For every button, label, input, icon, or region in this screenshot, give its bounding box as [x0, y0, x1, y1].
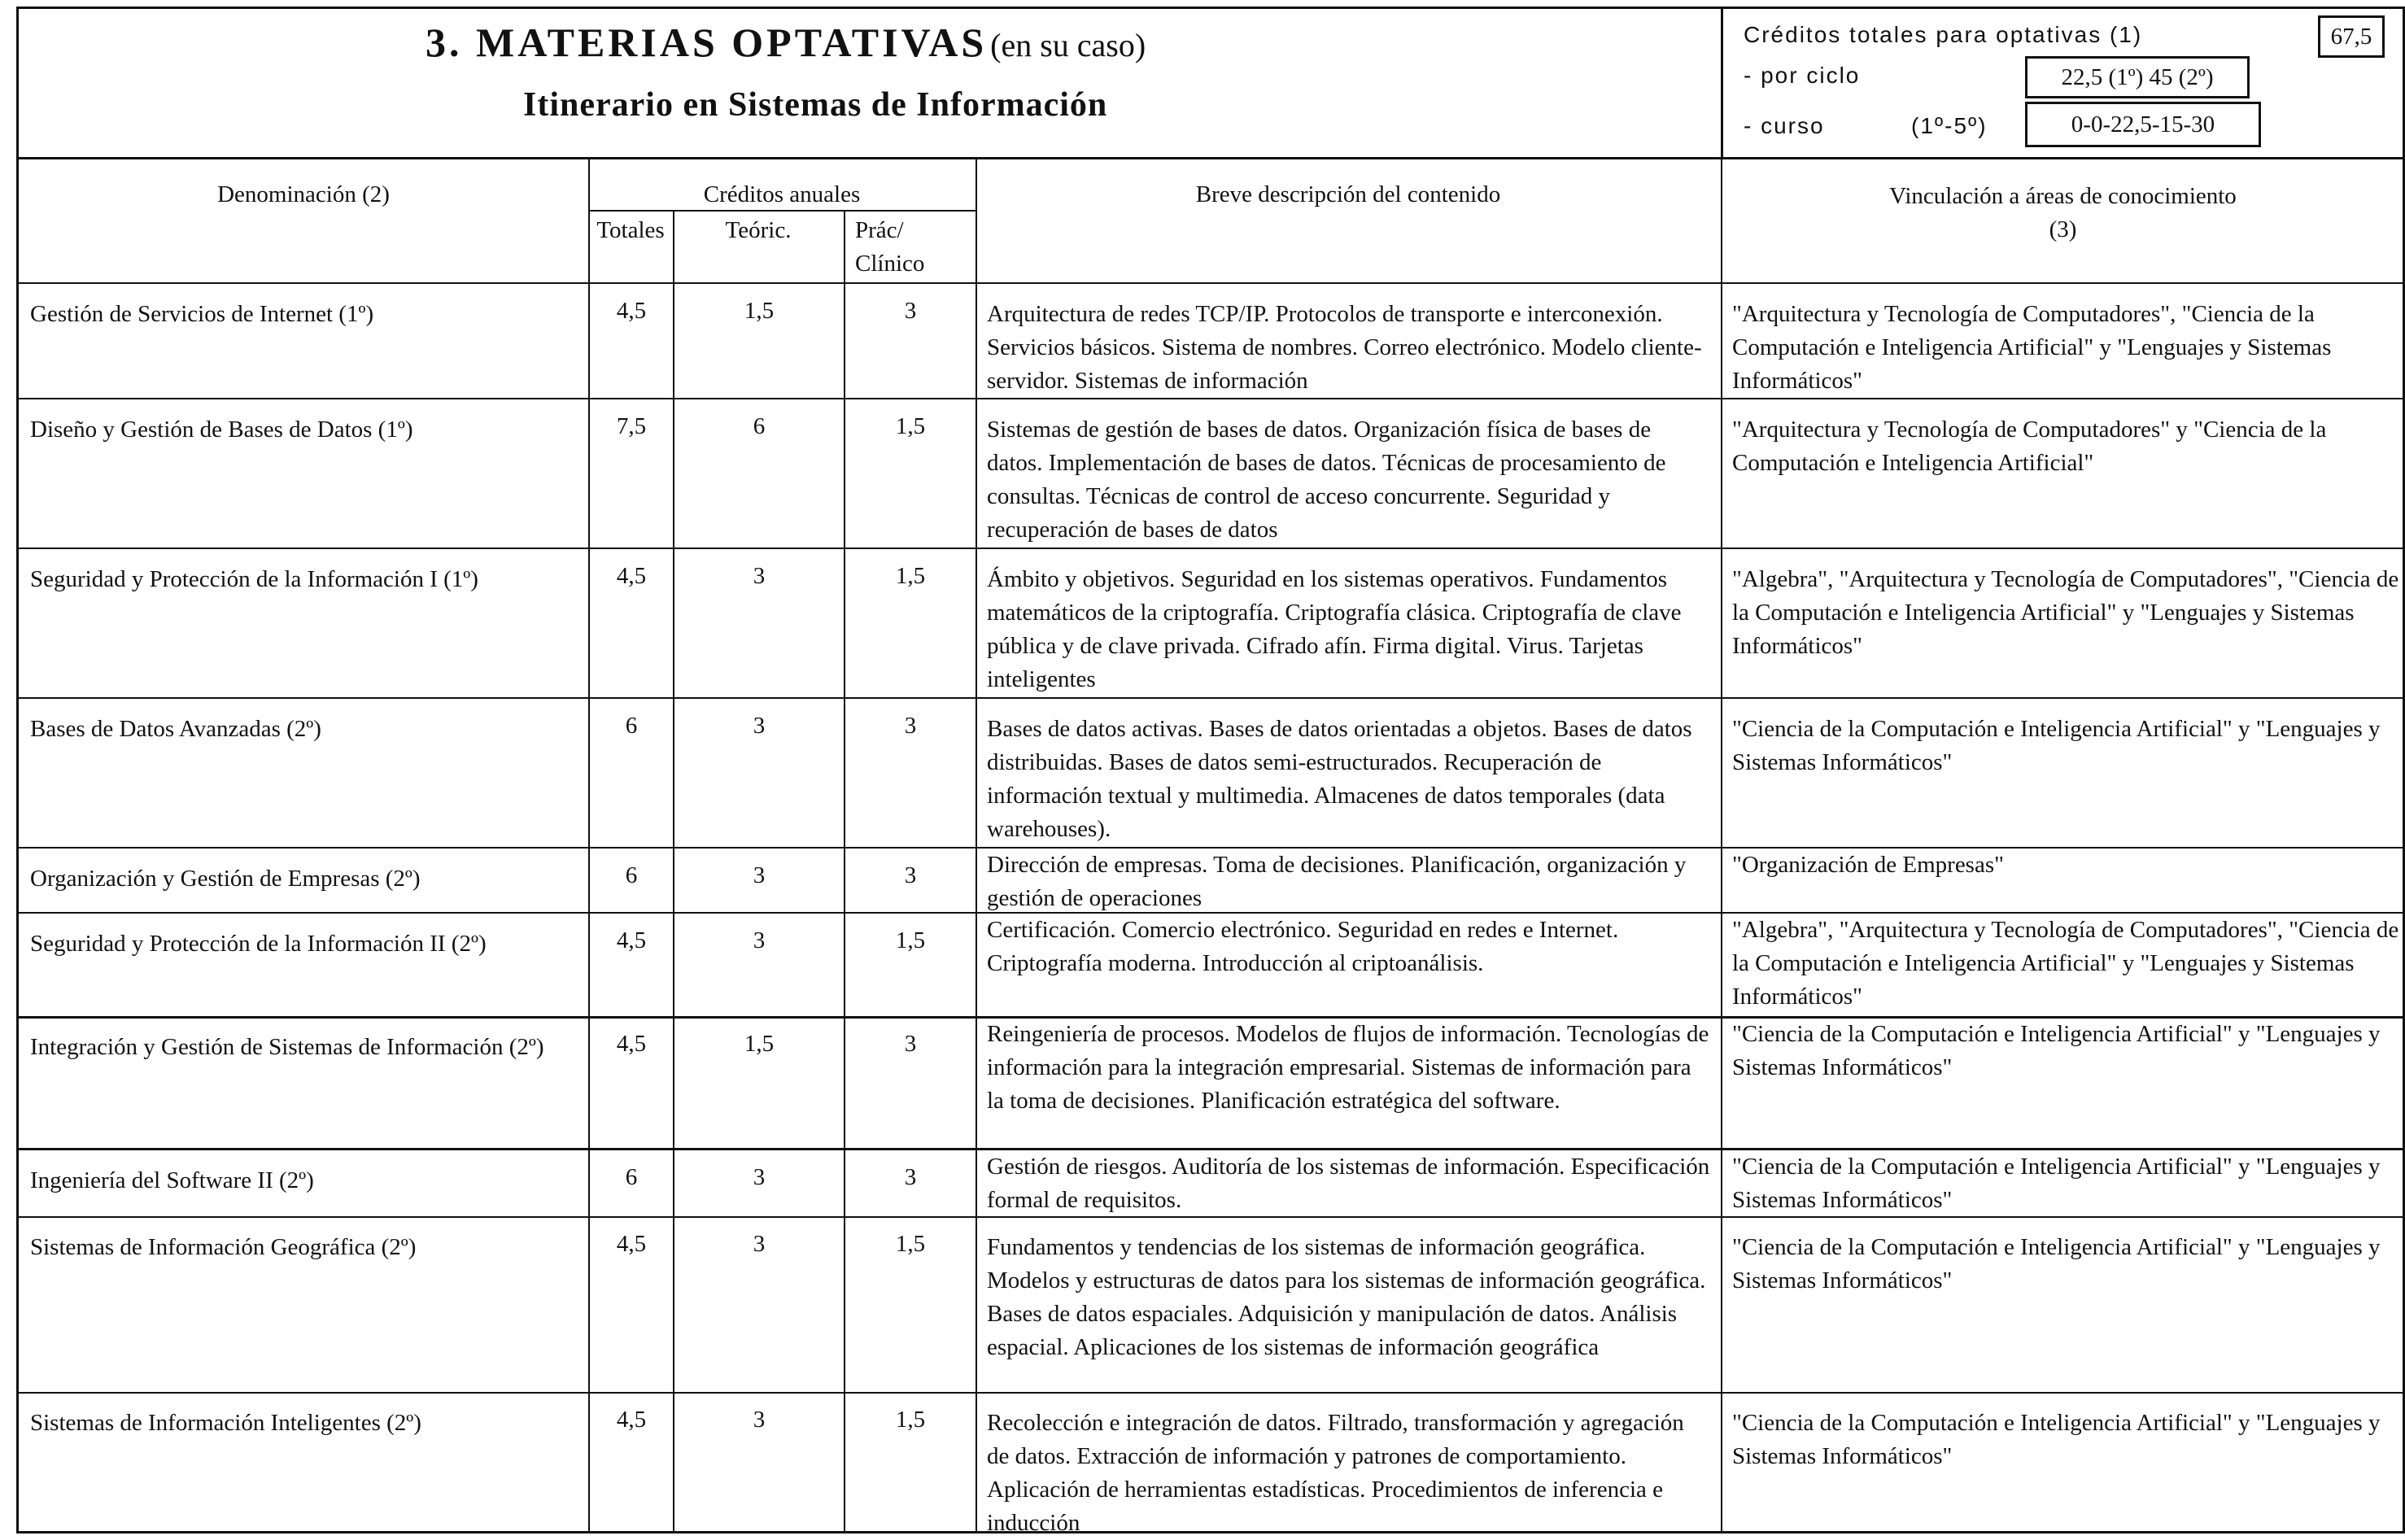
row-desc: Dirección de empresas. Toma de decisiones. Planificación, organización y gestión de operaciones [987, 852, 1687, 911]
row-name: Organización y Gestión de Empresas (2º) [30, 866, 421, 892]
row-teoric: 1,5 [744, 298, 775, 324]
col-line-4 [976, 157, 977, 1533]
row-rule [19, 697, 2405, 699]
row-prac: 1,5 [895, 1407, 926, 1433]
row-desc: Recolección e integración de datos. Filtrado, transformación y agregación de datos. Extracción de información y patrones de comportamiento. Aplicación de herramientas estadísticas. Procedimientos de inferencia e inducción [987, 1410, 1684, 1536]
col-header-teoric: Teóric. [725, 217, 792, 243]
row-name: Gestión de Servicios de Internet (1º) [30, 301, 374, 327]
row-name: Seguridad y Protección de la Información I (1º) [30, 566, 478, 592]
section-title-suffix: (en su caso) [990, 27, 1146, 63]
row-rule [19, 1392, 2405, 1394]
row-prac: 3 [904, 862, 917, 888]
credits-curso-label: - curso [1744, 113, 1825, 138]
row-rule [19, 548, 2405, 549]
header-bottom-rule [19, 157, 2405, 159]
row-name: Integración y Gestión de Sistemas de Información (2º) [30, 1034, 544, 1060]
row-prac: 3 [904, 713, 917, 739]
col-header-prac-line1: Prác/ [855, 217, 904, 243]
row-prac: 1,5 [895, 1231, 926, 1257]
col-header-prac-line2: Clínico [855, 251, 925, 277]
row-totales: 4,5 [616, 563, 647, 589]
row-teoric: 6 [753, 413, 766, 439]
row-teoric: 3 [753, 713, 766, 739]
col-header-denominacion: Denominación (2) [217, 181, 390, 207]
row-name: Sistemas de Información Geográfica (2º) [30, 1234, 417, 1260]
row-totales: 4,5 [616, 1231, 647, 1257]
row-areas: "Ciencia de la Computación e Inteligencia Artificial" y "Lenguajes y Sistemas Informáticos" [1732, 716, 2381, 775]
credits-curso-value: 0-0-22,5-15-30 [2025, 102, 2261, 147]
row-teoric: 3 [753, 927, 766, 953]
credits-total-value: 67,5 [2318, 15, 2385, 58]
col-header-vinculacion-line1: Vinculación a áreas de conocimiento [1889, 183, 2237, 209]
row-areas: "Organización de Empresas" [1732, 852, 2004, 878]
row-name: Diseño y Gestión de Bases de Datos (1º) [30, 417, 413, 443]
row-desc: Arquitectura de redes TCP/IP. Protocolos de transporte e interconexión. Servicios básicos. Sistema de nombres. Correo electrónico. Modelo cliente-servidor. Sistemas de información [987, 301, 1702, 394]
row-teoric: 3 [753, 1407, 766, 1433]
section-title [426, 19, 1727, 66]
section-subtitle: Itinerario en Sistemas de Información [523, 86, 1108, 124]
row-areas: "Ciencia de la Computación e Inteligencia Artificial" y "Lenguajes y Sistemas Informáticos" [1732, 1234, 2381, 1294]
row-prac: 1,5 [895, 563, 926, 589]
row-totales: 4,5 [616, 927, 647, 953]
row-desc: Bases de datos activas. Bases de datos orientadas a objetos. Bases de datos distribuidas. Bases de datos semi-estructurados. Recuperación de información textual y multimedia. Almacenes de datos temporales (data warehouses). [987, 716, 1692, 842]
credits-ciclo-value: 22,5 (1º) 45 (2º) [2025, 56, 2250, 98]
row-rule [19, 398, 2405, 399]
credits-total-label: Créditos totales para optativas (1) [1744, 22, 2143, 47]
row-totales: 7,5 [616, 413, 647, 439]
row-totales: 6 [625, 1164, 638, 1190]
row-totales: 4,5 [616, 1407, 647, 1433]
row-teoric: 1,5 [744, 1031, 775, 1057]
header-bottom-rule-table [19, 282, 2405, 284]
row-teoric: 3 [753, 563, 766, 589]
col-line-1 [588, 157, 590, 1533]
row-desc: Fundamentos y tendencias de los sistemas de información geográfica. Modelos y estructuras de datos para los sistemas de información geográfica. Bases de datos espaciales. Adquisición y manipulación de datos. Análisis espacial. Aplicaciones de los sistemas de información geográfica [987, 1234, 1706, 1360]
row-teoric: 3 [753, 862, 766, 888]
row-desc: Certificación. Comercio electrónico. Seguridad en redes e Internet. Criptografía moderna. Introducción al criptoanálisis. [987, 917, 1619, 976]
col-line-5 [1721, 157, 1722, 1533]
col-header-vinculacion [1721, 183, 2405, 243]
row-name: Seguridad y Protección de la Información II (2º) [30, 931, 487, 957]
row-areas: "Ciencia de la Computación e Inteligencia Artificial" y "Lenguajes y Sistemas Informáticos" [1732, 1410, 2381, 1469]
row-teoric: 3 [753, 1164, 766, 1190]
section-title-main: 3. MATERIAS OPTATIVAS [426, 20, 988, 65]
col-header-descripcion: Breve descripción del contenido [1195, 181, 1501, 207]
row-name: Sistemas de Información Inteligentes (2º) [30, 1410, 421, 1436]
row-totales: 6 [625, 862, 638, 888]
row-desc: Gestión de riesgos. Auditoría de los sistemas de información. Especificación formal de requisitos. [987, 1154, 1710, 1213]
row-desc: Ámbito y objetivos. Seguridad en los sistemas operativos. Fundamentos matemáticos de la criptografía. Criptografía clásica. Criptografía de clave pública y de clave privada. Cifrado afín. Firma digital. Virus. Tarjetas inteligentes [987, 566, 1682, 692]
col-header-creditos-anuales: Créditos anuales [703, 181, 861, 207]
row-areas: "Arquitectura y Tecnología de Computadores", "Ciencia de la Computación e Inteligencia Artificial" y "Lenguajes y Sistemas Informáticos" [1732, 301, 2332, 394]
row-prac: 1,5 [895, 413, 926, 439]
creditos-subheader-rule [588, 210, 976, 212]
row-totales: 4,5 [616, 298, 647, 324]
row-areas: "Arquitectura y Tecnología de Computadores" y "Ciencia de la Computación e Inteligencia Artificial" [1732, 417, 2327, 476]
row-areas: "Ciencia de la Computación e Inteligencia Artificial" y "Lenguajes y Sistemas Informáticos" [1732, 1021, 2381, 1080]
row-prac: 1,5 [895, 927, 926, 953]
col-header-prac [844, 217, 987, 277]
col-header-vinculacion-line2: (3) [2049, 216, 2077, 242]
row-areas: "Algebra", "Arquitectura y Tecnología de Computadores", "Ciencia de la Computación e Inteligencia Artificial" y "Lenguajes y Sistemas Informáticos" [1732, 566, 2399, 659]
document-page [16, 7, 2405, 1536]
row-prac: 3 [904, 1031, 917, 1057]
row-areas: "Algebra", "Arquitectura y Tecnología de Computadores", "Ciencia de la Computación e Inteligencia Artificial" y "Lenguajes y Sistemas Informáticos" [1732, 917, 2399, 1010]
credits-curso-range: (1º-5º) [1911, 113, 1988, 138]
row-prac: 3 [904, 298, 917, 324]
row-areas: "Ciencia de la Computación e Inteligencia Artificial" y "Lenguajes y Sistemas Informáticos" [1732, 1154, 2381, 1213]
row-totales: 4,5 [616, 1031, 647, 1057]
row-name: Bases de Datos Avanzadas (2º) [30, 716, 321, 742]
header-divider-vertical [1721, 9, 1723, 157]
row-teoric: 3 [753, 1231, 766, 1257]
col-header-totales: Totales [596, 217, 665, 243]
row-desc: Sistemas de gestión de bases de datos. Organización física de bases de datos. Implementación de bases de datos. Técnicas de procesamiento de consultas. Técnicas de control de acceso concurrente. Seguridad y recuperación de bases de datos [987, 417, 1666, 543]
row-prac: 3 [904, 1164, 917, 1190]
credits-ciclo-label: - por ciclo [1744, 63, 1861, 88]
row-desc: Reingeniería de procesos. Modelos de flujos de información. Tecnologías de información para la integración empresarial. Sistemas de información para la toma de decisiones. Planificación estratégica del software. [987, 1021, 1709, 1114]
row-name: Ingeniería del Software II (2º) [30, 1167, 314, 1193]
row-totales: 6 [625, 713, 638, 739]
